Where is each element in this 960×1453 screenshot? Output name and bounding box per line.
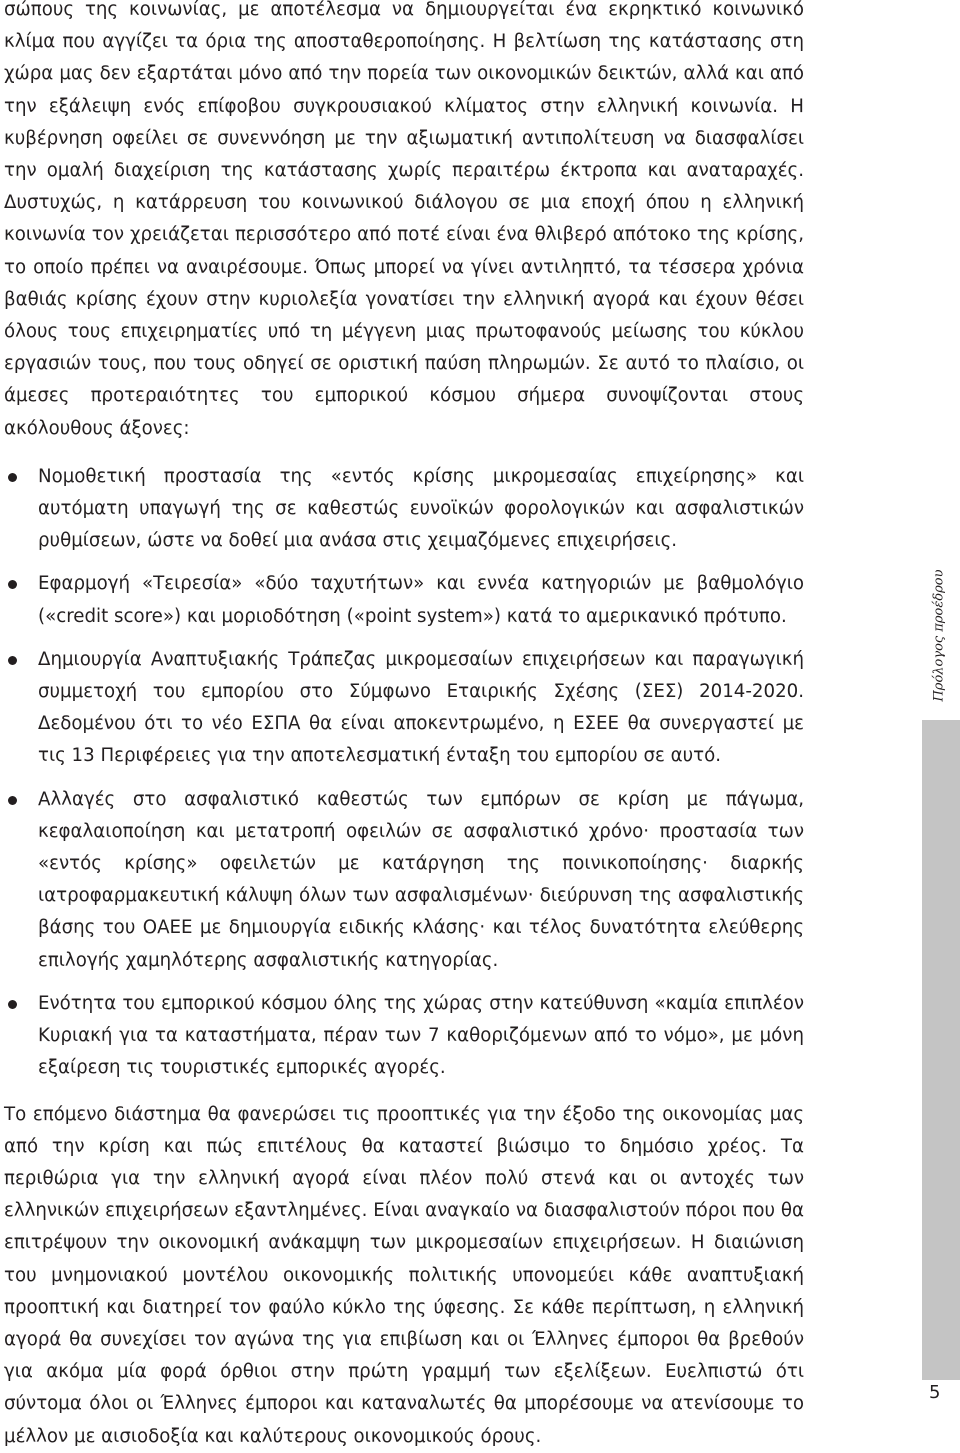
list-item (4, 988, 804, 1085)
bullet-icon (8, 473, 17, 482)
page-number: 5 (929, 1382, 941, 1403)
intro-paragraph: σώπους της κοινωνίας, με αποτέλεσμα να δημιουργείται ένα εκρηκτικό κοινωνικό κλίμα που αγγίζει τα όρια της αποσταθεροποίησης. Η βελτίωση της κατάστασης στη χώρα μας δεν εξαρτάται μόνο από την πορεία των οικονομικών δεικτών, αλλά και από την εξάλειψη ενός επίφοβου συγκρουσιακού κλίματος στην ελληνική κοινωνία. Η κυβέρνηση οφείλει σε συνεννόηση με την αξιωματική αντιπολίτευση να διασφαλίσει την ομαλή διαχείριση της κατάστασης χωρίς περαιτέρω έκτροπα και αναταραχές. Δυστυχώς, η κατάρρευση του κοινωνικού διάλογου σε μια εποχή όπου η ελληνική κοινωνία τον χρειάζεται περισσότερο από ποτέ είναι ένα θλιβερό απότοκο της κρίσης, το οποίο πρέπει να αναιρέσουμε. Όπως μπορεί να γίνει αντιληπτό, τα τέσσερα χρόνια βαθιάς κρίσης έχουν στην κυριολεξία γονατίσει την ελληνική αγορά και έχουν θέσει όλους τους επιχειρηματίες υπό τη μέγγενη μιας πρωτοφανούς μείωσης του κύκλου εργασιών τους, που τους οδηγεί σε οριστική παύση πληρωμών. Σε αυτό το πλαίσιο, οι άμεσες προτεραιότητες του εμπορικού κόσμου σήμερα συνοψίζονται στους ακόλουθους άξονες: (4, 0, 804, 439)
list-item (4, 461, 804, 558)
bullet-icon (8, 796, 17, 805)
list-item-text: Εφαρμογή «Τειρεσία» «δύο ταχυτήτων» και εννέα κατηγοριών με βαθμολόγιο («credit score») και μοριοδότηση («point system») κατά το αμερικανικό πρότυπο. (38, 573, 804, 627)
bullet-icon (8, 1000, 17, 1009)
bullet-icon (8, 656, 17, 665)
list-item (4, 644, 804, 773)
section-side-label (919, 555, 959, 715)
priorities-list (4, 461, 804, 1085)
bullet-icon (8, 580, 17, 589)
list-item-text: Ενότητα του εμπορικού κόσμου όλης της χώρας στην κατεύθυνση «καμία επιπλέον Κυριακή για τα καταστήματα, πέραν των 7 καθοριζόμενων από το νόμο», με μόνη εξαίρεση τις τουριστικές εμπορικές αγορές. (38, 992, 804, 1079)
closing-paragraph: Το επόμενο διάστημα θα φανερώσει τις προοπτικές για την έξοδο της οικονομίας μας από την κρίση και πώς επιτέλους θα καταστεί βιώσιμο το δημόσιο χρέος. Τα περιθώρια για την ελληνική αγορά είναι πλέον πολύ στενά και οι αντοχές των ελληνικών επιχειρήσεων εξαντλημένες. Είναι αναγκαίο να διασφαλιστούν πόροι που θα επιτρέψουν την οικονομική ανάκαμψη των μικρομεσαίων επιχειρήσεων. Η διαιώνιση του μνημονιακού μοντέλου οικονομικής πολιτικής υπονομεύει κάθε αναπτυξιακή προοπτική και διατηρεί τον φαύλο κύκλο της ύφεσης. Σε κάθε περίπτωση, η ελληνική αγορά θα συνεχίσει τον αγώνα της για επιβίωση και οι Έλληνες έμποροι θα βρεθούν για ακόμα μία φορά όρθιοι στην πρώτη γραμμή των εξελίξεων. Ευελπιστώ ότι σύντομα όλοι οι Έλληνες έμποροι και καταναλωτές θα μπορέσουμε να ατενίσουμε το μέλλον με αισιοδοξία και καλύτερους οικονομικούς όρους. (4, 1103, 804, 1447)
list-item-text: Νομοθετική προστασία της «εντός κρίσης μικρομεσαίας επιχείρησης» και αυτόματη υπαγωγή της σε καθεστώς ευνοϊκών φορολογικών και ασφαλιστικών ρυθμίσεων, ώστε να δοθεί μια ανάσα στις χειμαζόμενες επιχειρήσεις. (38, 465, 804, 552)
page-body (4, 0, 804, 1453)
list-item-text: Αλλαγές στο ασφαλιστικό καθεστώς των εμπόρων σε κρίση με πάγωμα, κεφαλαιοποίηση και μετατροπή οφειλών σε ασφαλιστικό χρόνο· προστασία των «εντός κρίσης» οφειλετών με κατάργηση της ποινικοποίησης· διαρκής ιατροφαρμακευτική κάλυψη όλων των ασφαλισμένων· διεύρυνση της ασφαλιστικής βάσης του ΟΑΕΕ με δημιουργία ειδικής κλάσης· και τέλος δυνατότητα ελεύθερης επιλογής χαμηλότερης ασφαλιστικής κατηγορίας. (38, 788, 804, 971)
list-item-text: Δημιουργία Αναπτυξιακής Τράπεζας μικρομεσαίων επιχειρήσεων και παραγωγική συμμετοχή του εμπορίου στο Σύμφωνο Εταιρικής Σχέσης (ΣΕΣ) 2014-2020. Δεδομένου ότι το νέο ΕΣΠΑ θα είναι αποκεντρωμένο, η ΕΣΕΕ θα συνεργαστεί με τις 13 Περιφέρειες για την αποτελεσματική ένταξη του εμπορίου σε αυτό. (38, 648, 804, 767)
side-tab-bar (922, 720, 960, 1380)
section-label-text: Πρόλογος προέδρου (931, 568, 947, 702)
list-item (4, 568, 804, 632)
list-item (4, 784, 804, 977)
